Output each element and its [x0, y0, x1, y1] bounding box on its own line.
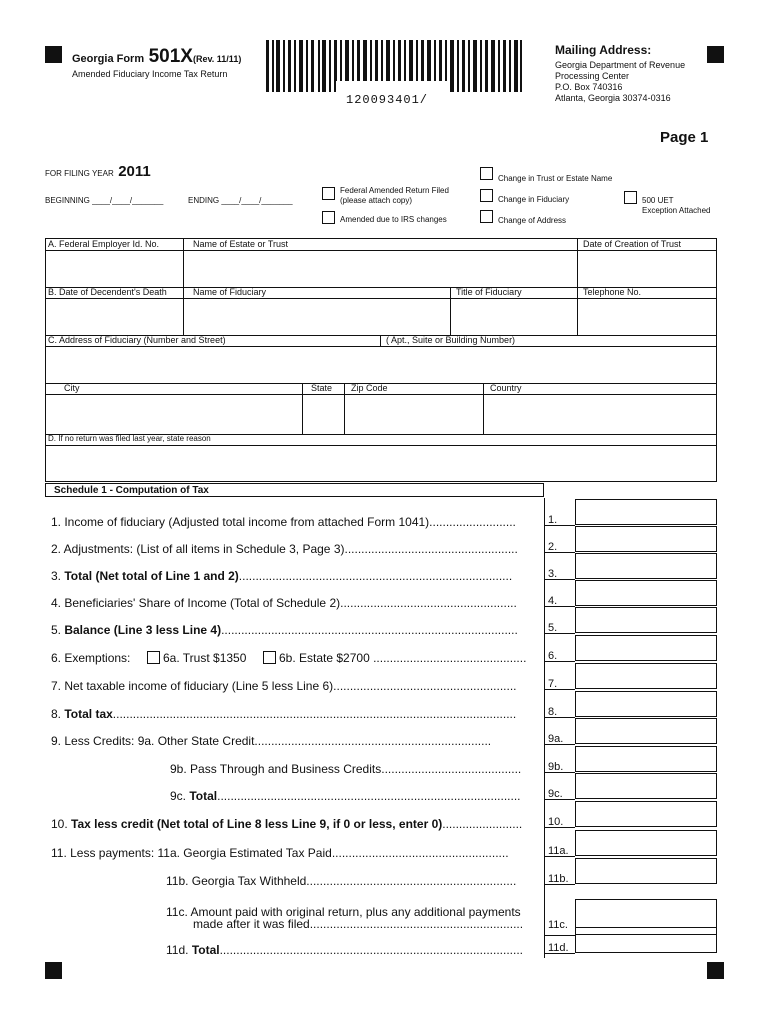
- schedule-line-11-rule: [544, 799, 575, 800]
- mailing-address: Georgia Department of Revenue Processing Center P.O. Box 740316 Atlanta, Georgia 30374-0316: [555, 60, 686, 103]
- irs-changes-label: Amended due to IRS changes: [340, 215, 447, 224]
- registration-mark-bottom-right: [707, 962, 724, 979]
- ending-date[interactable]: ENDING ____/____/_______: [188, 196, 293, 205]
- uet-500-checkbox[interactable]: [624, 191, 637, 204]
- schedule-line-12-text: 10. Tax less credit (Net total of Line 8 less Line 9, if 0 or less, enter 0)........................: [51, 817, 523, 831]
- exemption-trust-checkbox[interactable]: [147, 651, 160, 664]
- schedule-line-2-text: 2. Adjustments: (List of all items in Schedule 3, Page 3)....................................................: [51, 542, 518, 556]
- change-trust-name-checkbox[interactable]: [480, 167, 493, 180]
- fiduciary-info-grid: [45, 238, 717, 482]
- schedule-line-8-amount-field[interactable]: [575, 691, 717, 717]
- schedule-line-3-amount-field[interactable]: [575, 553, 717, 579]
- schedule-line-10-text: 9b. Pass Through and Business Credits..........................................: [170, 762, 522, 776]
- schedule-line-12-number: 10.: [548, 816, 564, 828]
- schedule-line-7-amount-field[interactable]: [575, 663, 717, 689]
- schedule-line-3-number: 3.: [548, 568, 558, 580]
- schedule-line-2-number: 2.: [548, 541, 558, 553]
- form-subtitle: Amended Fiduciary Income Tax Return: [72, 69, 228, 79]
- schedule-divider: [544, 498, 545, 958]
- schedule-line-1-number: 1.: [548, 514, 558, 526]
- schedule-line-7-text: 7. Net taxable income of fiduciary (Line 5 less Line 6).......................................................: [51, 679, 517, 693]
- schedule-line-13-number: 11a.: [548, 845, 569, 857]
- schedule-line-11-number: 9c.: [548, 788, 563, 800]
- registration-mark-top-right: [707, 46, 724, 63]
- page-number: Page 1: [660, 129, 709, 146]
- schedule-line-8-text: 8. Total tax.........................................................................................................................: [51, 707, 517, 721]
- schedule-line-13-amount-field[interactable]: [575, 830, 717, 856]
- federal-amended-label: Federal Amended Return Filed (please attach copy): [340, 186, 449, 205]
- schedule-line-16-text: 11d. Total...........................................................................................: [166, 943, 523, 957]
- schedule-line-10-amount-field[interactable]: [575, 746, 717, 772]
- schedule-line-14-text: 11b. Georgia Tax Withheld...............................................................: [166, 874, 517, 888]
- schedule-line-2-amount-field[interactable]: [575, 526, 717, 552]
- change-address-label: Change of Address: [498, 216, 567, 225]
- apt-label: ( Apt., Suite or Building Number): [386, 335, 516, 345]
- schedule-line-10-number: 9b.: [548, 761, 564, 773]
- schedule-line-9-text: 9. Less Credits: 9a. Other State Credit.......................................................................: [51, 734, 492, 748]
- change-address-checkbox[interactable]: [480, 210, 493, 223]
- schedule-line-10-rule: [544, 772, 575, 773]
- schedule-line-14-number: 11b.: [548, 873, 569, 885]
- schedule-line-16-amount-field[interactable]: [575, 927, 717, 953]
- beginning-date[interactable]: BEGINNING ____/____/_______: [45, 196, 164, 205]
- schedule-line-11-text: 9c. Total...........................................................................................: [170, 789, 521, 803]
- schedule-line-4-rule: [544, 606, 575, 607]
- schedule-header: Schedule 1 - Computation of Tax: [45, 483, 544, 497]
- zip-label: Zip Code: [351, 383, 388, 393]
- fiduciary-title-label: Title of Fiduciary: [456, 287, 522, 297]
- schedule-line-9-amount-field[interactable]: [575, 718, 717, 744]
- registration-mark-bottom-left: [45, 962, 62, 979]
- city-label: City: [64, 383, 80, 393]
- employer-id-label: A. Federal Employer Id. No.: [48, 239, 160, 249]
- schedule-line-2-rule: [544, 552, 575, 553]
- uet-500-label: 500 UET Exception Attached: [642, 196, 711, 215]
- schedule-line-11-amount-field[interactable]: [575, 773, 717, 799]
- death-date-label: B. Date of Decendent's Death: [48, 287, 167, 297]
- schedule-line-5-text: 5. Balance (Line 3 less Line 4).........................................................................................: [51, 623, 518, 637]
- reason-label: D. If no return was filed last year, state reason: [48, 434, 211, 443]
- schedule-line-14-amount-field[interactable]: [575, 858, 717, 884]
- irs-changes-checkbox[interactable]: [322, 211, 335, 224]
- schedule-line-12-amount-field[interactable]: [575, 801, 717, 827]
- change-fiduciary-checkbox[interactable]: [480, 189, 493, 202]
- country-label: Country: [490, 383, 522, 393]
- schedule-line-3-text: 3. Total (Net total of Line 1 and 2)..................................................................................: [51, 569, 513, 583]
- schedule-line-15-number: 11c.: [548, 919, 568, 931]
- schedule-line-1-text: 1. Income of fiduciary (Adjusted total income from attached Form 1041)..........................: [51, 515, 516, 529]
- registration-mark-top-left: [45, 46, 62, 63]
- form-title: Georgia Form 501X(Rev. 11/11): [72, 46, 242, 67]
- schedule-line-4-text: 4. Beneficiaries' Share of Income (Total of Schedule 2).....................................................: [51, 596, 517, 610]
- barcode-number: 120093401/: [346, 93, 429, 107]
- exemption-estate-checkbox[interactable]: [263, 651, 276, 664]
- schedule-line-7-number: 7.: [548, 678, 558, 690]
- schedule-line-3-rule: [544, 579, 575, 580]
- schedule-line-5-rule: [544, 633, 575, 634]
- schedule-line-13-rule: [544, 856, 575, 857]
- schedule-line-15-text: 11c. Amount paid with original return, plus any additional payments: [166, 905, 521, 919]
- exemption-estate-label: 6b. Estate $2700 ..............................................: [279, 651, 527, 665]
- federal-amended-checkbox[interactable]: [322, 187, 335, 200]
- mailing-title: Mailing Address:: [555, 43, 652, 57]
- schedule-line-16-number: 11d.: [548, 942, 569, 954]
- estate-name-label: Name of Estate or Trust: [193, 239, 289, 249]
- schedule-line-6-rule: [544, 661, 575, 662]
- schedule-line-13-text: 11. Less payments: 11a. Georgia Estimated Tax Paid.....................................................: [51, 846, 509, 860]
- schedule-line-8-number: 8.: [548, 706, 558, 718]
- schedule-line-4-number: 4.: [548, 595, 558, 607]
- change-trust-name-label: Change in Trust or Estate Name: [498, 174, 613, 183]
- fiduciary-name-label: Name of Fiduciary: [193, 287, 267, 297]
- creation-date-label: Date of Creation of Trust: [583, 239, 682, 249]
- schedule-line-11c-continuation: made after it was filed................................................................: [193, 917, 524, 931]
- schedule-line-1-rule: [544, 525, 575, 526]
- schedule-line-14-rule: [544, 884, 575, 885]
- barcode: [266, 40, 522, 92]
- schedule-line-8-rule: [544, 717, 575, 718]
- filing-year: FOR FILING YEAR 2011: [45, 163, 151, 180]
- change-fiduciary-label: Change in Fiduciary: [498, 195, 570, 204]
- schedule-line-9-number: 9a.: [548, 733, 564, 745]
- schedule-line-4-amount-field[interactable]: [575, 580, 717, 606]
- schedule-line-9-rule: [544, 744, 575, 745]
- schedule-line-16-rule: [544, 953, 575, 954]
- schedule-line-1-amount-field[interactable]: [575, 499, 717, 525]
- state-label: State: [311, 383, 333, 393]
- schedule-line-12-rule: [544, 827, 575, 828]
- schedule-line-7-rule: [544, 689, 575, 690]
- schedule-line-6-text: 6. Exemptions:: [51, 651, 131, 665]
- exemption-trust-label: 6a. Trust $1350: [163, 651, 247, 665]
- schedule-line-5-number: 5.: [548, 622, 558, 634]
- schedule-line-6-amount-field[interactable]: [575, 635, 717, 661]
- address-label: C. Address of Fiduciary (Number and Street): [48, 335, 226, 345]
- schedule-line-5-amount-field[interactable]: [575, 607, 717, 633]
- telephone-label: Telephone No.: [583, 287, 642, 297]
- schedule-line-15-rule: [544, 935, 575, 936]
- schedule-line-6-number: 6.: [548, 650, 558, 662]
